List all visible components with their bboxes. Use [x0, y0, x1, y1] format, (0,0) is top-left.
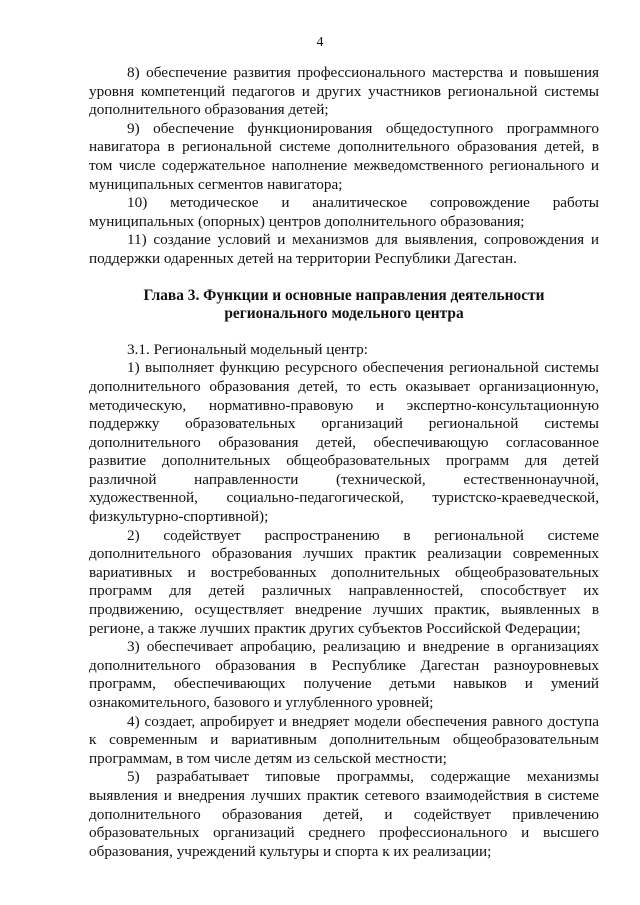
- function-item-1: 1) выполняет функцию ресурсного обеспечения региональной системы дополнительного образования детей, то есть оказывает организационную, методическую, нормативно-правовую и экспертно-консультационную поддержку образовательных организаций региональной системы дополнительного образования детей, обеспечивающую согласованное развитие дополнительных общеобразовательных программ для детей различной направленности (технической, естественнонаучной, художественной, социально-педагогической, туристско-краеведческой, физкультурно-спортивной);: [89, 359, 599, 526]
- list-item-8: 8) обеспечение развития профессионального мастерства и повышения уровня компетенций педагогов и других участников региональной системы дополнительного образования детей;: [89, 64, 599, 119]
- chapter-title-line1: Глава 3. Функции и основные направления деятельности: [143, 286, 545, 304]
- function-item-2: 2) содействует распространению в региональной системе дополнительного образования лучших практик реализации современных вариативных и востребованных дополнительных общеобразовательных программ для детей различных направленностей, способствует их продвижению, осуществляет внедрение лучших практик, выявленных в регионе, а также лучших практик других субъектов Российской Федерации;: [89, 526, 599, 637]
- list-item-10: 10) методическое и аналитическое сопровождение работы муниципальных (опорных) центров дополнительного образования;: [89, 194, 599, 230]
- function-item-4: 4) создает, апробирует и внедряет модели обеспечения равного доступа к современным и вариативным дополнительным общеобразовательным программам, в том числе детям из сельской местности;: [89, 712, 599, 767]
- document-body: [89, 64, 599, 861]
- chapter-title-line2: регионального модельного центра: [224, 305, 464, 323]
- page-number: 4: [316, 35, 324, 50]
- function-item-3: 3) обеспечивает апробацию, реализацию и внедрение в организациях дополнительного образования в Республике Дагестан разноуровневых программ, обеспечивающих получение детьми навыков и умений ознакомительного, базового и углубленного уровней;: [89, 638, 599, 711]
- section-lead: 3.1. Региональный модельный центр:: [127, 340, 368, 358]
- list-item-9: 9) обеспечение функционирования общедоступного программного навигатора в региональной системе дополнительного образования детей, в том числе содержательное наполнение межведомственного регионального и муниципальных сегментов навигатора;: [89, 119, 599, 193]
- function-item-5: 5) разрабатывает типовые программы, содержащие механизмы выявления и внедрения лучших практик сетевого взаимодействия в системе дополнительного образования детей, и содействует привлечению образовательных организаций среднего профессионального и высшего образования, учреждений культуры и спорта к их реализации;: [89, 768, 599, 860]
- list-item-11: 11) создание условий и механизмов для выявления, сопровождения и поддержки одаренных детей на территории Республики Дагестан.: [89, 231, 599, 267]
